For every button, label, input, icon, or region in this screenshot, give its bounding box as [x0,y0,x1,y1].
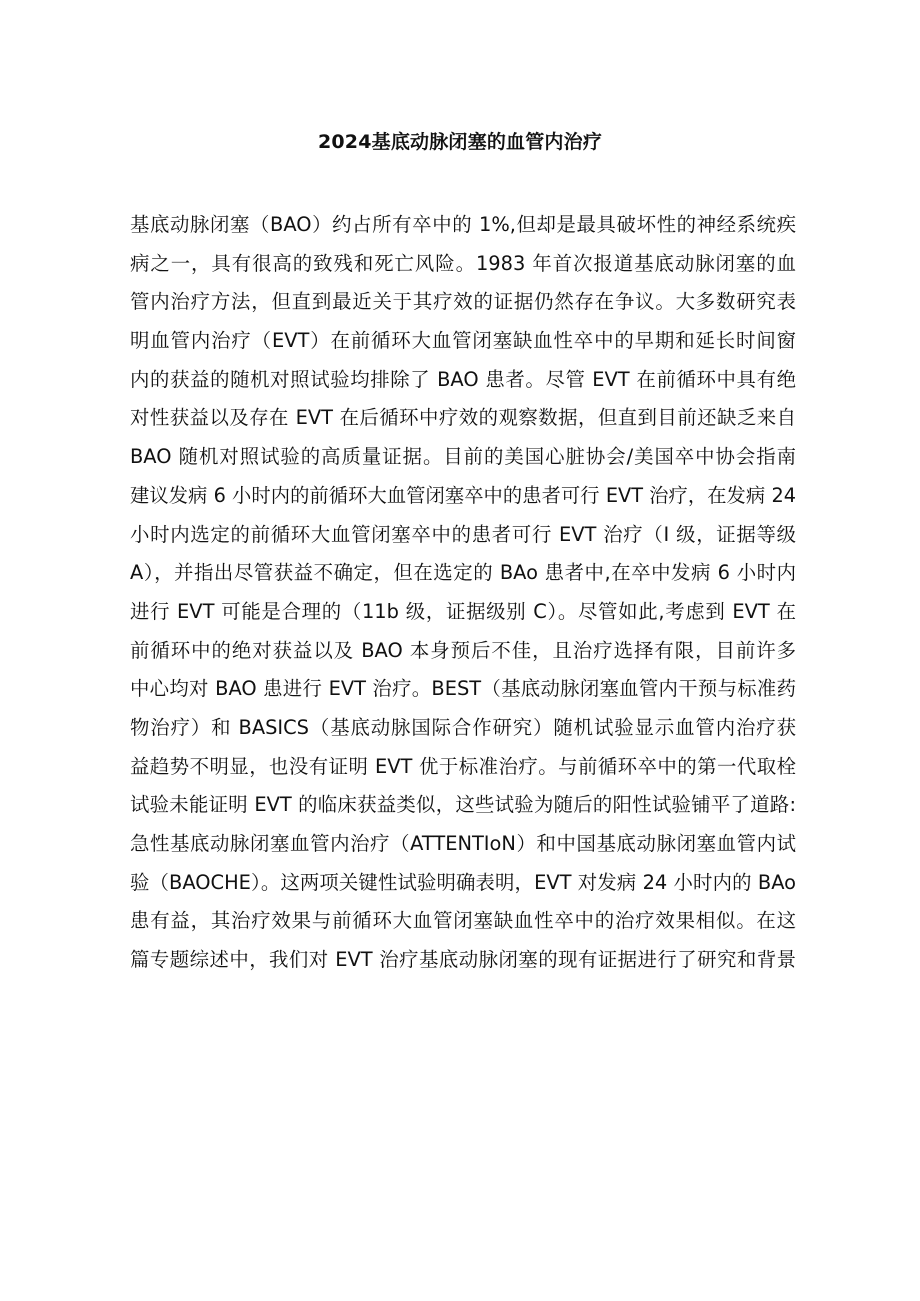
body-line: 中心均对 BAO 患进行 EVT 治疗。BEST（基底动脉闭塞血管内干预与标准药 [130,677,796,701]
body-line: 患有益，其治疗效果与前循环大血管闭塞缺血性卒中的治疗效果相似。在这 [130,909,796,933]
body-line: 明血管内治疗（EVT）在前循环大血管闭塞缺血性卒中的早期和延长时间窗 [130,329,796,353]
body-line: 管内治疗方法，但直到最近关于其疗效的证据仍然存在争议。大多数研究表 [130,290,796,314]
body-line: 前循环中的绝对获益以及 BAO 本身预后不佳，且治疗选择有限，目前许多 [130,638,796,662]
document-title: 2024基底动脉闭塞的血管内治疗 [317,131,603,153]
body-line: 试验未能证明 EVT 的临床获益类似，这些试验为随后的阳性试验铺平了道路: [130,793,796,817]
document-body [130,206,796,980]
body-line: 急性基底动脉闭塞血管内治疗（ATTENTIoN）和中国基底动脉闭塞血管内试 [130,832,796,855]
body-line: 益趋势不明显，也没有证明 EVT 优于标准治疗。与前循环卒中的第一代取栓 [130,754,796,778]
body-line: 小时内选定的前循环大血管闭塞卒中的患者可行 EVT 治疗（I 级，证据等级 [130,522,796,546]
body-line: 进行 EVT 可能是合理的（11b 级，证据级别 C）。尽管如此,考虑到 EVT 在 [130,599,796,623]
body-line: 物治疗）和 BASICS（基底动脉国际合作研究）随机试验显示血管内治疗获 [130,715,796,739]
body-line: 病之一，具有很高的致残和死亡风险。1983 年首次报道基底动脉闭塞的血 [130,251,796,275]
body-line: 验（BAOCHE）。这两项关键性试验明确表明，EVT 对发病 24 小时内的 BAo [130,870,796,894]
body-line: 内的获益的随机对照试验均排除了 BAO 患者。尽管 EVT 在前循环中具有绝 [130,367,796,391]
body-line: 对性获益以及存在 EVT 在后循环中疗效的观察数据，但直到目前还缺乏来自 [130,406,796,430]
body-line: A），并指出尽管获益不确定，但在选定的 BAo 患者中,在卒中发病 6 小时内 [130,561,796,585]
body-line: 篇专题综述中，我们对 EVT 治疗基底动脉闭塞的现有证据进行了研究和背景 [130,948,796,972]
body-line: 基底动脉闭塞（BAO）约占所有卒中的 1%,但却是最具破坏性的神经系统疾 [130,213,796,236]
body-line: BAO 随机对照试验的高质量证据。目前的美国心脏协会/美国卒中协会指南 [130,445,796,469]
body-line: 建议发病 6 小时内的前循环大血管闭塞卒中的患者可行 EVT 治疗，在发病 24 [130,483,796,507]
